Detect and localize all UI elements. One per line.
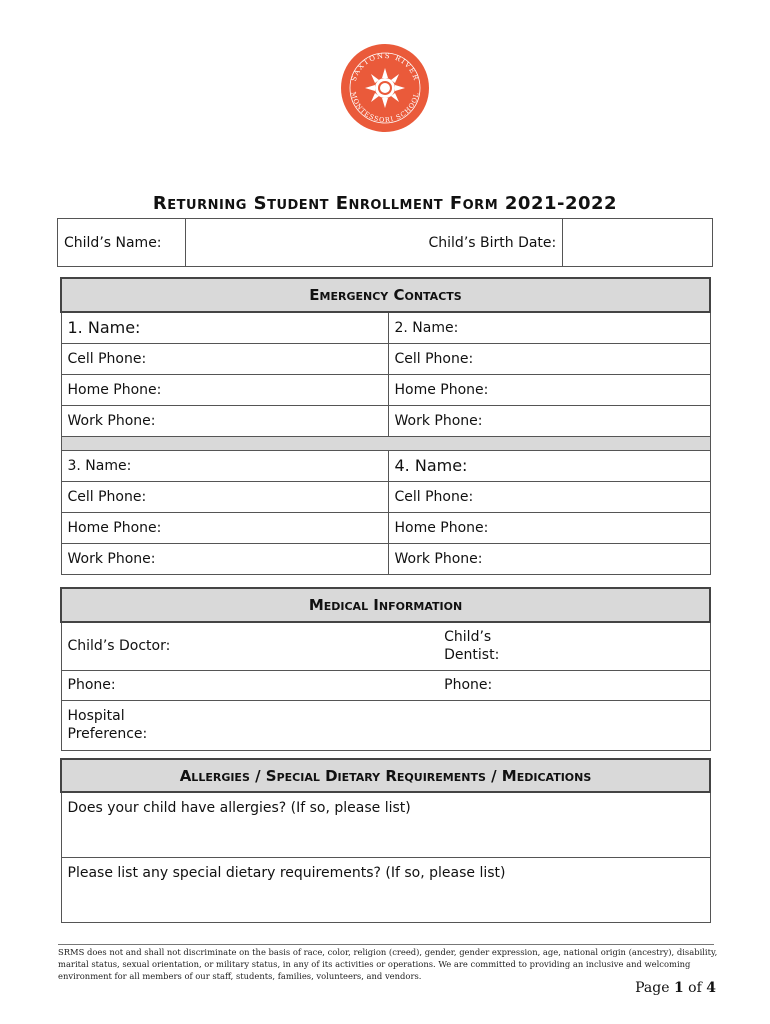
doctor-phone-field[interactable]: Phone:	[61, 670, 438, 700]
svg-text:MONTESSORI SCHOOL: MONTESSORI SCHOOL	[349, 91, 421, 125]
medical-header: Medical Information	[61, 588, 710, 622]
contact4-name[interactable]: 4. Name:	[388, 450, 710, 481]
birth-date-label: Child’s Birth Date:	[201, 219, 563, 267]
form-title: Returning Student Enrollment Form 2021-2022	[152, 193, 618, 214]
contact3-work[interactable]: Work Phone:	[61, 543, 388, 574]
page-number: Page 1 of 4	[635, 980, 716, 996]
contact2-work[interactable]: Work Phone:	[388, 405, 710, 436]
emergency-header: Emergency Contacts	[61, 278, 710, 312]
school-logo	[334, 44, 436, 132]
contact2-home[interactable]: Home Phone:	[388, 374, 710, 405]
dentist-phone-field[interactable]: Phone:	[438, 670, 710, 700]
contact4-cell[interactable]: Cell Phone:	[388, 481, 710, 512]
emergency-contacts-table	[60, 277, 711, 575]
contact2-cell[interactable]: Cell Phone:	[388, 343, 710, 374]
dietary-field[interactable]: Please list any special dietary requirements? (If so, please list)	[61, 857, 710, 922]
allergies-header: Allergies / Special Dietary Requirements / Medications	[61, 759, 710, 792]
dentist-field[interactable]: Child’s Dentist:	[438, 622, 710, 670]
footer-divider	[58, 944, 714, 945]
student-info-table	[57, 218, 713, 267]
allergies-field[interactable]: Does your child have allergies? (If so, please list)	[61, 792, 710, 857]
nondiscrimination-statement: SRMS does not and shall not discriminate on the basis of race, color, religion (creed), gender, gender expression, age, national origin (ancestry), disability, marital status, sexual orientation, or military status, in any of its activities or operations. We are committed to providing an inclusive and welcoming environment for all members of our staff, students, families, volunteers, and vendors.	[58, 947, 718, 981]
svg-text:SAXTONS RIVER: SAXTONS RIVER	[349, 51, 421, 83]
contact1-name[interactable]: 1. Name:	[61, 312, 388, 343]
medical-info-table	[60, 587, 711, 751]
child-name-field[interactable]	[185, 219, 200, 267]
allergies-table	[60, 758, 711, 923]
child-name-label: Child’s Name:	[58, 219, 186, 267]
contact1-home[interactable]: Home Phone:	[61, 374, 388, 405]
contact1-work[interactable]: Work Phone:	[61, 405, 388, 436]
contacts-separator	[61, 436, 710, 450]
contact3-name[interactable]: 3. Name:	[61, 450, 388, 481]
birth-date-field[interactable]	[563, 219, 713, 267]
contact3-home[interactable]: Home Phone:	[61, 512, 388, 543]
contact4-work[interactable]: Work Phone:	[388, 543, 710, 574]
contact4-home[interactable]: Home Phone:	[388, 512, 710, 543]
doctor-field[interactable]: Child’s Doctor:	[61, 622, 438, 670]
contact1-cell[interactable]: Cell Phone:	[61, 343, 388, 374]
hospital-preference-field[interactable]: Hospital Preference:	[67, 708, 148, 742]
contact2-name[interactable]: 2. Name:	[388, 312, 710, 343]
contact3-cell[interactable]: Cell Phone:	[61, 481, 388, 512]
